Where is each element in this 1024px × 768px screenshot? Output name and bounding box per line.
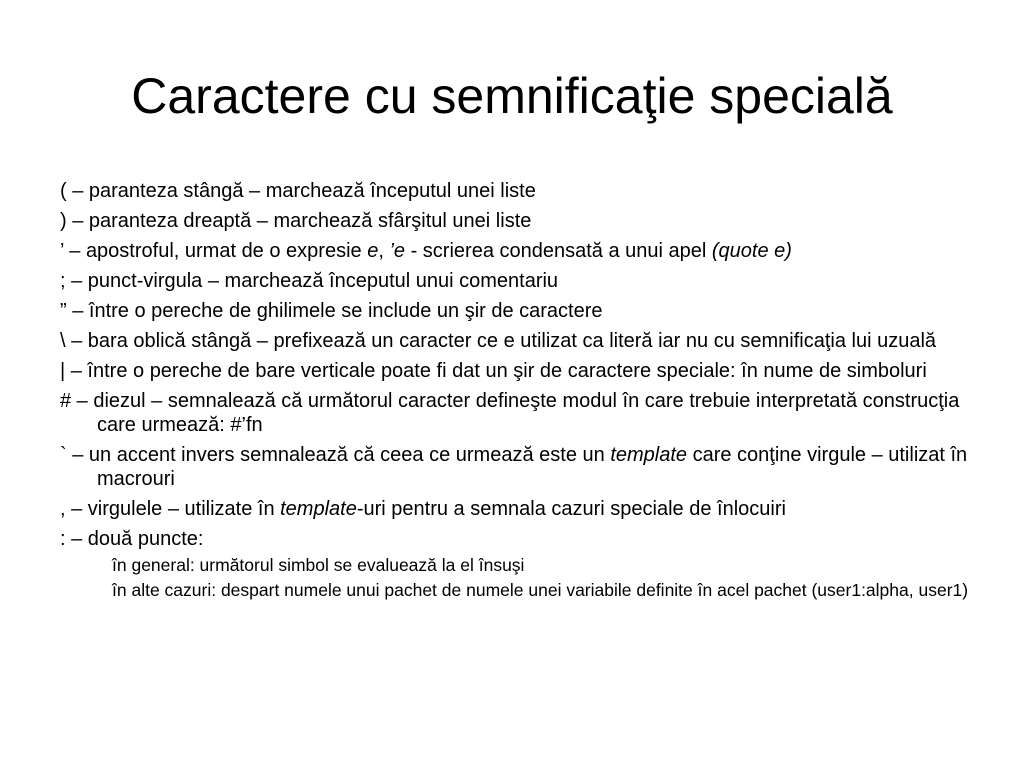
list-item <box>60 389 980 437</box>
list-item <box>60 359 980 383</box>
item-text: \ – bara oblică stângă – prefixează un caracter ce e utilizat ca literă iar nu cu semnificaţia lui uzuală <box>60 330 937 352</box>
list-item <box>60 239 980 263</box>
item-text: - scrierea condensată a unui apel <box>405 240 712 262</box>
item-text: ’ – apostroful, urmat de o expresie <box>60 240 368 262</box>
sub-list-item: în alte cazuri: despart numele unui pachet de numele unei variabile definite în acel pachet (user1:alpha, user1) <box>112 580 969 600</box>
list-item <box>60 527 980 551</box>
item-text: , – virgulele – utilizate în <box>60 498 281 520</box>
list-item <box>60 329 980 353</box>
italic-term: (quote e) <box>711 240 792 262</box>
item-text: care conţine virgule – utilizat în macrouri <box>97 444 968 490</box>
list-item <box>60 179 980 203</box>
item-text: : – două puncte: <box>60 528 204 550</box>
sub-list-item: în general: următorul simbol se evaluează la el însuşi <box>112 555 525 575</box>
italic-term: template <box>610 444 688 466</box>
item-text: ` – un accent invers semnalează că ceea ce urmează este un <box>60 444 611 466</box>
italic-term: template <box>280 498 357 520</box>
list-item <box>60 443 980 491</box>
item-text: ” – între o pereche de ghilimele se include un şir de caractere <box>60 300 603 322</box>
list-item <box>60 209 980 233</box>
item-text: -uri pentru a semnala cazuri speciale de înlocuiri <box>356 498 786 520</box>
italic-term: e <box>367 240 379 262</box>
slide-body <box>60 179 980 604</box>
slide-title: Caractere cu semnificaţie specială <box>131 68 893 124</box>
item-text: ; – punct-virgula – marchează începutul unui comentariu <box>60 270 559 292</box>
list-item <box>60 497 980 521</box>
item-text: ( – paranteza stângă – marchează începutul unei liste <box>60 180 536 202</box>
item-text: ) – paranteza dreaptă – marchează sfârşitul unei liste <box>60 210 532 232</box>
item-text: | – între o pereche de bare verticale poate fi dat un şir de caractere speciale: în nume de simboluri <box>60 360 927 382</box>
list-item <box>60 269 980 293</box>
item-text: # – diezul – semnalează că următorul caracter defineşte modul în care trebuie interpretată construcţia care urmează: #’fn <box>60 390 960 436</box>
item-text: , <box>378 240 390 262</box>
list-item <box>60 299 980 323</box>
italic-term: ’e <box>389 240 406 262</box>
